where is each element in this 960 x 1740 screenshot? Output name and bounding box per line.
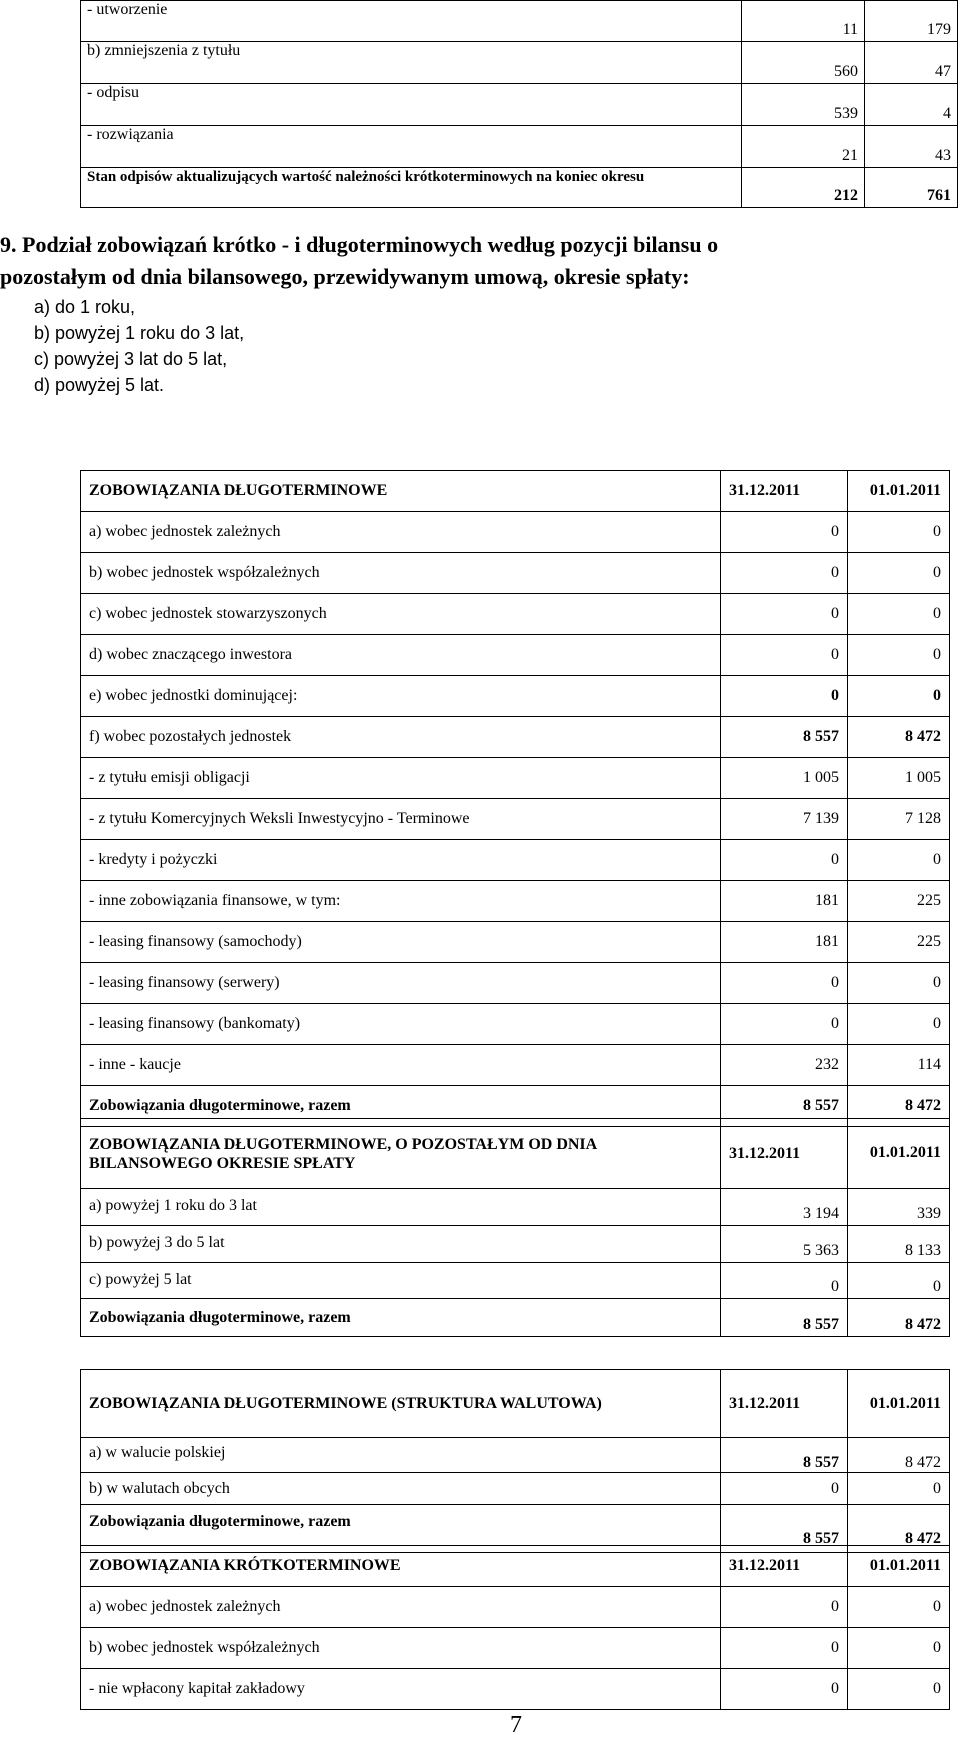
table-cell-value: 5 363 [721, 1226, 848, 1263]
table-total-value: 8 472 [848, 1505, 950, 1553]
table-cell-value: 0 [848, 1628, 950, 1669]
list-item: c) powyżej 3 lat do 5 lat, [34, 349, 228, 369]
table-cell-label: b) wobec jednostek współzależnych [81, 553, 721, 594]
table-cell-label: a) powyżej 1 roku do 3 lat [81, 1189, 721, 1226]
table-header-label: ZOBOWIĄZANIA DŁUGOTERMINOWE (STRUKTURA WALUTOWA) [81, 1370, 721, 1438]
table-cell-label: - z tytułu Komercyjnych Weksli Inwestycyjno - Terminowe [81, 799, 721, 840]
table-cell-value: 0 [721, 676, 848, 717]
table-header-date: 31.12.2011 [721, 1119, 848, 1189]
table-cell-value: 1 005 [848, 758, 950, 799]
table-total-value: 8 472 [848, 1086, 950, 1127]
table-cell-value: 539 [742, 84, 865, 126]
table-cell-value: 0 [721, 1669, 848, 1710]
long-term-liabilities-table [80, 470, 950, 1127]
table-cell-value: 181 [721, 881, 848, 922]
table-header-date: 01.01.2011 [848, 1119, 950, 1189]
table-header-label: ZOBOWIĄZANIA DŁUGOTERMINOWE, O POZOSTAŁYM OD DNIA BILANSOWEGO OKRESIE SPŁATY [81, 1119, 721, 1189]
table-cell-label: - inne - kaucje [81, 1045, 721, 1086]
table-cell-value: 0 [721, 840, 848, 881]
receivables-writeoff-table [80, 0, 958, 208]
table-cell-value: 0 [721, 553, 848, 594]
table-cell-label: - kredyty i pożyczki [81, 840, 721, 881]
table-cell-value: 47 [865, 42, 958, 84]
table-cell-label: Stan odpisów aktualizujących wartość należności krótkoterminowych na koniec okresu [81, 168, 742, 208]
table-total-label: Zobowiązania długoterminowe, razem [81, 1086, 721, 1127]
table-cell-value: 4 [865, 84, 958, 126]
table-cell-value: 0 [721, 512, 848, 553]
table-cell-label: a) w walucie polskiej [81, 1438, 721, 1473]
table-cell-label: c) powyżej 5 lat [81, 1263, 721, 1299]
table-header-date: 01.01.2011 [848, 1370, 950, 1438]
long-term-by-period-table [80, 1118, 950, 1337]
table-header-date: 31.12.2011 [721, 471, 848, 512]
table-total-label: Zobowiązania długoterminowe, razem [81, 1299, 721, 1337]
table-header-date: 31.12.2011 [721, 1370, 848, 1438]
table-cell-label: - utworzenie [81, 1, 742, 42]
table-cell-value: 0 [848, 553, 950, 594]
table-cell-value: 21 [742, 126, 865, 168]
table-cell-value: 8 557 [721, 1438, 848, 1473]
table-cell-value: 8 472 [848, 1438, 950, 1473]
list-item: d) powyżej 5 lat. [34, 375, 165, 395]
table-cell-value: 0 [848, 1669, 950, 1710]
heading-line: pozostałym od dnia bilansowego, przewidywanym umową, okresie spłaty: [0, 264, 690, 289]
table-cell-value: 212 [742, 168, 865, 208]
list-item: b) powyżej 1 roku do 3 lat, [34, 323, 245, 343]
heading-line: 9. Podział zobowiązań krótko - i długoterminowych według pozycji bilansu o [0, 232, 719, 257]
table-cell-value: 0 [848, 594, 950, 635]
table-total-label: Zobowiązania długoterminowe, razem [81, 1505, 721, 1553]
table-cell-label: f) wobec pozostałych jednostek [81, 717, 721, 758]
table-cell-value: 8 133 [848, 1226, 950, 1263]
table-cell-label: - nie wpłacony kapitał zakładowy [81, 1669, 721, 1710]
table-cell-label: - leasing finansowy (bankomaty) [81, 1004, 721, 1045]
table-cell-value: 0 [721, 1628, 848, 1669]
table-cell-value: 0 [848, 635, 950, 676]
table-cell-value: 7 139 [721, 799, 848, 840]
table-header-date: 31.12.2011 [721, 1546, 848, 1587]
table-cell-label: d) wobec znaczącego inwestora [81, 635, 721, 676]
table-cell-label: b) w walutach obcych [81, 1473, 721, 1505]
table-cell-value: 761 [865, 168, 958, 208]
table-cell-value: 0 [848, 1473, 950, 1505]
table-cell-label: b) zmniejszenia z tytułu [81, 42, 742, 84]
table-total-value: 8 472 [848, 1299, 950, 1337]
table-cell-value: 0 [721, 1263, 848, 1299]
table-cell-label: - leasing finansowy (serwery) [81, 963, 721, 1004]
table-cell-label: b) wobec jednostek współzależnych [81, 1628, 721, 1669]
table-cell-value: 11 [742, 1, 865, 42]
table-cell-label: a) wobec jednostek zależnych [81, 1587, 721, 1628]
short-term-liabilities-table [80, 1545, 950, 1710]
table-cell-value: 8 557 [721, 717, 848, 758]
table-cell-value: 0 [848, 840, 950, 881]
table-total-value: 8 557 [721, 1086, 848, 1127]
table-cell-label: - odpisu [81, 84, 742, 126]
table-cell-value: 0 [848, 676, 950, 717]
page-number: 7 [510, 1712, 522, 1738]
table-cell-value: 1 005 [721, 758, 848, 799]
table-cell-label: - rozwiązania [81, 126, 742, 168]
table-cell-value: 232 [721, 1045, 848, 1086]
table-cell-label: - inne zobowiązania finansowe, w tym: [81, 881, 721, 922]
table-cell-value: 0 [848, 963, 950, 1004]
table-cell-label: a) wobec jednostek zależnych [81, 512, 721, 553]
table-header-date: 01.01.2011 [848, 471, 950, 512]
table-total-value: 8 557 [721, 1299, 848, 1337]
table-cell-label: e) wobec jednostki dominującej: [81, 676, 721, 717]
table-cell-value: 181 [721, 922, 848, 963]
table-header-date: 01.01.2011 [848, 1546, 950, 1587]
table-cell-value: 8 472 [848, 717, 950, 758]
table-cell-value: 0 [848, 1004, 950, 1045]
table-cell-label: - z tytułu emisji obligacji [81, 758, 721, 799]
table-total-value: 8 557 [721, 1505, 848, 1553]
table-header-label: ZOBOWIĄZANIA DŁUGOTERMINOWE [81, 471, 721, 512]
period-list [34, 294, 244, 398]
currency-structure-table [80, 1369, 950, 1553]
table-cell-label: b) powyżej 3 do 5 lat [81, 1226, 721, 1263]
table-header-label: ZOBOWIĄZANIA KRÓTKOTERMINOWE [81, 1546, 721, 1587]
table-cell-label: - leasing finansowy (samochody) [81, 922, 721, 963]
table-cell-value: 0 [848, 512, 950, 553]
table-cell-value: 3 194 [721, 1189, 848, 1226]
table-cell-value: 0 [848, 1587, 950, 1628]
table-cell-value: 114 [848, 1045, 950, 1086]
table-cell-value: 339 [848, 1189, 950, 1226]
table-cell-label: c) wobec jednostek stowarzyszonych [81, 594, 721, 635]
table-cell-value: 0 [721, 963, 848, 1004]
table-cell-value: 179 [865, 1, 958, 42]
table-cell-value: 7 128 [848, 799, 950, 840]
table-cell-value: 0 [721, 1473, 848, 1505]
table-cell-value: 225 [848, 922, 950, 963]
table-cell-value: 0 [721, 1587, 848, 1628]
table-cell-value: 225 [848, 881, 950, 922]
table-cell-value: 43 [865, 126, 958, 168]
table-cell-value: 560 [742, 42, 865, 84]
table-cell-value: 0 [721, 635, 848, 676]
table-cell-value: 0 [721, 594, 848, 635]
table-cell-value: 0 [848, 1263, 950, 1299]
list-item: a) do 1 roku, [34, 297, 136, 317]
table-cell-value: 0 [721, 1004, 848, 1045]
